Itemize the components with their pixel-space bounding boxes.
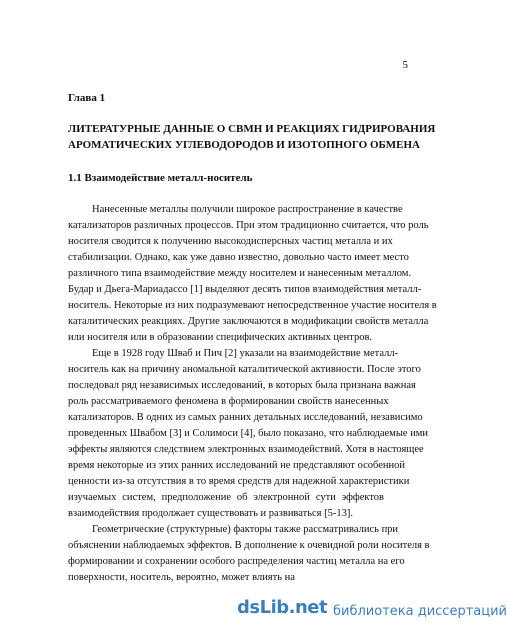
paragraph-2-line: катализаторов. В одних из самых ранних детальных исследований, независимо bbox=[68, 412, 423, 423]
paragraph-2-line: время некоторые из этих ранних исследований не представляют особенной bbox=[68, 460, 405, 471]
watermark-caption: библиотека диссертаций bbox=[333, 604, 507, 619]
paragraph-1-line: каталитических реакциях. Другие заключаются в модификации свойств металла bbox=[68, 316, 429, 327]
page-number: 5 bbox=[402, 59, 408, 71]
paragraph-1-line: Нанесенные металлы получили широкое распространение в качестве bbox=[92, 204, 403, 215]
paragraph-2-line: Еще в 1928 году Шваб и Пич [2] указали на взаимодействие металл- bbox=[92, 348, 399, 359]
paragraph-2-line: ценности из-за отсутствия в то время средств для надежной характеристики bbox=[68, 476, 410, 487]
watermark-logo: dsLib.net bbox=[237, 597, 328, 618]
paragraph-2-line: взаимодействия продолжает существовать и развиваться [5-13]. bbox=[68, 508, 353, 519]
paragraph-2-line: эффекты являются следствием электронных взаимодействий. Хотя в настоящее bbox=[68, 444, 424, 455]
chapter-title bbox=[68, 121, 436, 153]
paragraph-3-line: формировании и сохранении особого распределения частиц металла на его bbox=[68, 556, 405, 567]
paragraph-1-line: стабилизации. Однако, как уже давно известно, довольно часто имеет место bbox=[68, 252, 409, 263]
paragraph-1-line: катализаторов различных процессов. При этом традиционно считается, что роль bbox=[68, 220, 429, 231]
chapter-heading: Глава 1 bbox=[68, 92, 106, 104]
paragraph-1-line: Будар и Дьега-Мариадассо [1] выделяют десять типов взаимодействия металл- bbox=[68, 284, 422, 295]
section-heading: 1.1 Взаимодействие металл-носитель bbox=[68, 172, 253, 184]
paragraph-2-line: последовал ряд независимых исследований, в которых была признана важная bbox=[68, 380, 416, 391]
paragraph-2-line: носитель как на причину аномальной каталитической активности. После этого bbox=[68, 364, 421, 375]
paragraph-2-line: проведенных Швабом [3] и Солимоси [4], было показано, что наблюдаемые ими bbox=[68, 428, 429, 439]
chapter-title-line: АРОМАТИЧЕСКИХ УГЛЕВОДОРОДОВ И ИЗОТОПНОГО ОБМЕНА bbox=[68, 139, 420, 151]
paragraph-3-line: Геометрические (структурные) факторы также рассматривались при bbox=[92, 524, 399, 535]
paragraph-1-line: или носителя или в образовании специфических активных центров. bbox=[68, 332, 373, 343]
paragraph-2-line: роль рассматриваемого феномена в формировании свойств нанесенных bbox=[68, 396, 389, 407]
chapter-title-line: ЛИТЕРАТУРНЫЕ ДАННЫЕ О СВМН И РЕАКЦИЯХ ГИДРИРОВАНИЯ bbox=[68, 123, 436, 135]
paragraph-2-line: изучаемых систем, предположение об электронной сути эффектов bbox=[68, 492, 384, 503]
paragraph-3-line: поверхности, носитель, вероятно, может влиять на bbox=[68, 572, 295, 583]
paragraph-1-line: различного типа взаимодействие между носителем и нанесенным металлом. bbox=[68, 268, 412, 279]
paragraph-3-line: объяснении наблюдаемых эффектов. В дополнение к очевидной роли носителя в bbox=[68, 540, 430, 551]
paragraph-1-line: носителя сводится к получению высокодисперсных частиц металла и их bbox=[68, 236, 393, 247]
watermark bbox=[235, 596, 507, 628]
paragraph-1-line: носитель. Некоторые из них подразумевают непосредственное участие носителя в bbox=[68, 300, 437, 311]
body-text bbox=[68, 202, 437, 586]
